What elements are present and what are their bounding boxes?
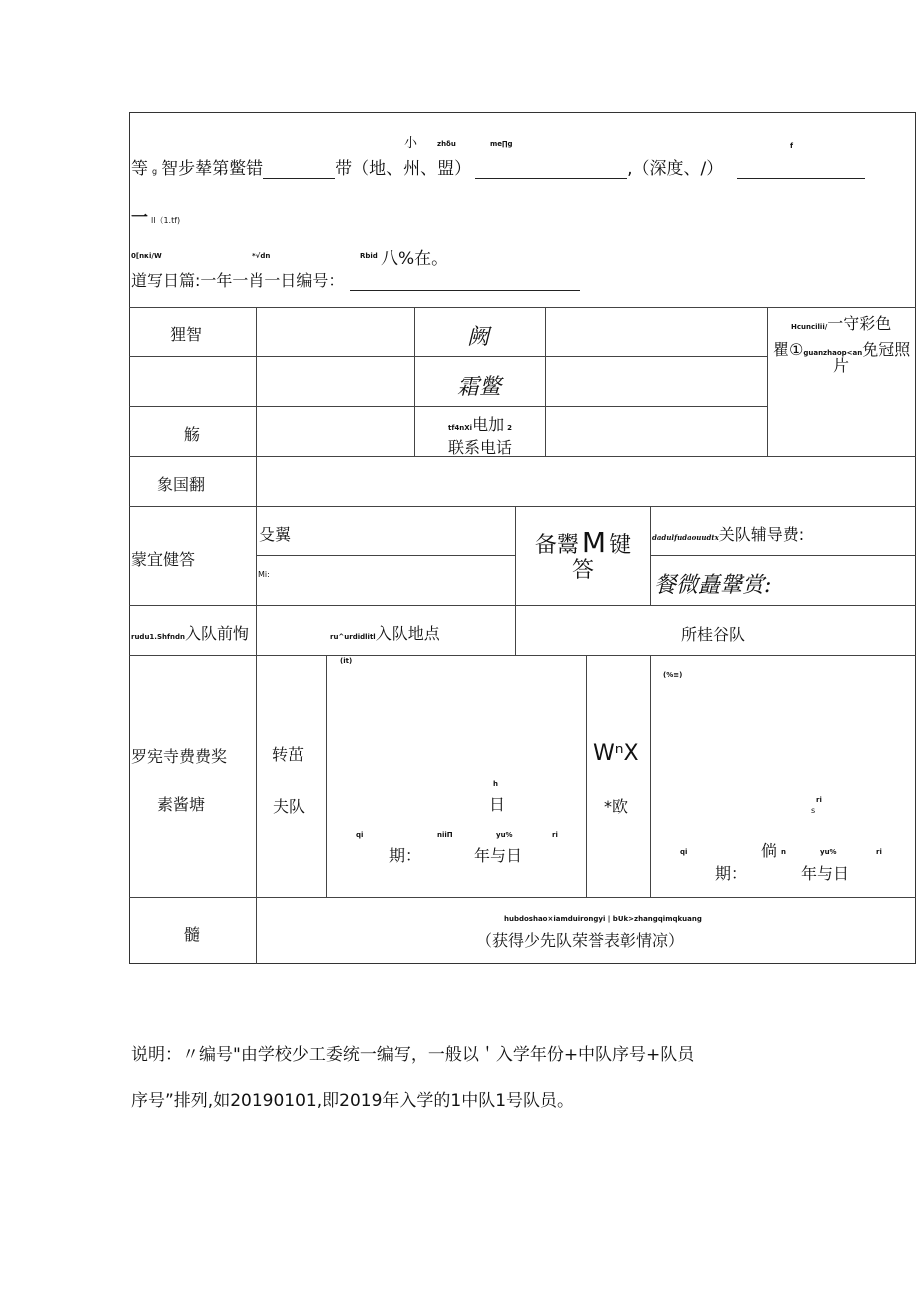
- row2-label-cell[interactable]: [131, 358, 255, 404]
- c5-qi: qi: [680, 848, 688, 856]
- c3-h: h: [493, 780, 498, 788]
- relation-a: 备鬻: [534, 533, 579, 558]
- phone-input[interactable]: [547, 408, 765, 454]
- header-pinyin-1: zhδu: [437, 140, 456, 148]
- header-line1-e: ,（深度、/）: [627, 159, 724, 179]
- label-transfer-a: 转茁: [272, 745, 305, 764]
- grid-line: [414, 307, 415, 457]
- c5-yu: yu%: [820, 848, 837, 856]
- c4-a: WⁿX: [593, 741, 639, 766]
- counselor-a: 关队辅导费:: [718, 525, 805, 544]
- blank-2[interactable]: [475, 162, 627, 179]
- header-line4-text: 道写日篇:一年一肖一日编号：: [131, 271, 345, 290]
- photo-small: Hcuncilii/: [791, 323, 828, 331]
- grid-line: [650, 506, 651, 606]
- c3-date: 年与日: [474, 846, 523, 865]
- address-input[interactable]: [259, 458, 914, 504]
- photo-box[interactable]: [769, 307, 915, 457]
- header-pinyin-4: 0[nκi/W: [131, 252, 162, 260]
- label-squad: 所桂谷队: [681, 625, 746, 644]
- header-line-4: [131, 268, 580, 291]
- grid-line: [129, 655, 916, 656]
- photo-line3: 片: [833, 356, 850, 375]
- grid-line: [650, 655, 651, 898]
- note-line-1: 说明：〃编号"由学校少工委统一编写，一般以＇入学年份+中队序号+队员: [131, 1045, 695, 1065]
- relation-b: 键: [609, 533, 632, 558]
- c3-ri: ri: [552, 831, 558, 839]
- blank-3[interactable]: [737, 162, 865, 179]
- label-honors: 髓: [184, 925, 201, 944]
- c5-shang: 倘: [761, 841, 778, 860]
- label-birth: 霜鳖: [457, 375, 502, 400]
- photo-line1: 一守彩色: [827, 314, 892, 333]
- label-join-place: 入队地点: [375, 624, 440, 643]
- c3-nii: niiΠ: [437, 831, 453, 839]
- header-small-xiao: 小: [404, 136, 418, 151]
- relation-m: M: [581, 526, 607, 559]
- c5-qi2: 期：: [715, 864, 748, 883]
- header-dash: 一: [131, 208, 148, 228]
- c3-day: 日: [489, 795, 506, 814]
- label-promise-b: 素酱塘: [157, 795, 206, 814]
- c5-date: 年与日: [801, 864, 850, 883]
- name-input[interactable]: [259, 309, 413, 355]
- header-pinyin-5: *√dn: [252, 252, 271, 260]
- header-pinyin-6: Rbid: [360, 252, 378, 260]
- header-line2-small: ll（1.tf): [151, 216, 181, 225]
- birth-input[interactable]: [547, 358, 765, 404]
- join-place-input[interactable]: [517, 607, 649, 653]
- c3-qi: qi: [356, 831, 364, 839]
- header-line-1: [131, 154, 865, 179]
- photo-line2a: 瞿①: [773, 340, 804, 359]
- blank-1[interactable]: [263, 162, 335, 179]
- note-line-2: 序号”排列,如20190101,即2019年入学的1中队1号队员。: [131, 1091, 575, 1111]
- label-relation: [517, 526, 649, 584]
- header-line3-tail: 八%在。: [381, 249, 449, 269]
- photo-line2b: 免冠照: [862, 340, 911, 359]
- c5-s: s: [811, 806, 816, 815]
- grid-line: [256, 307, 257, 457]
- grid-line: [650, 555, 916, 556]
- relation-c: 答: [571, 558, 594, 583]
- blank-number[interactable]: [350, 274, 580, 291]
- grid-line: [515, 506, 516, 655]
- label-join-date: 入队前恂: [185, 624, 250, 643]
- phone-small: tf4nXi: [448, 424, 473, 432]
- grid-line: [129, 506, 916, 507]
- grid-line: [257, 555, 515, 556]
- label-address: 象国翻: [157, 475, 206, 494]
- label-guardian: 蒙宜健答: [131, 550, 196, 569]
- join-date-small: rudu1.Shfndn: [131, 633, 186, 641]
- header-line1-d: 带（地、州、盟）: [335, 159, 472, 179]
- header-line1-a: 等: [131, 159, 148, 179]
- honors-text: （获得少先队荣誉表彰情凉）: [476, 931, 685, 950]
- label-transfer-b: 夫队: [273, 797, 306, 816]
- header-line-2: [131, 203, 180, 228]
- grid-line: [129, 356, 767, 357]
- c3-yu: yu%: [496, 831, 513, 839]
- grid-line: [256, 456, 257, 964]
- header-line1-b: g: [152, 167, 158, 176]
- label-name: 狸智: [170, 325, 203, 344]
- c4-b: *欧: [604, 797, 629, 816]
- grid-line: [129, 605, 916, 606]
- label-gender: 阙: [467, 325, 490, 350]
- c5-ri2: ri: [876, 848, 882, 856]
- label-promise-a: 罗宪寺费费奖: [131, 747, 228, 766]
- label-ethnic: 觞: [184, 425, 201, 444]
- label-phone: [416, 412, 544, 458]
- join-place-small: ru^urdidlitl: [330, 633, 376, 641]
- header-pinyin-3: f: [790, 142, 794, 150]
- grid-line: [326, 655, 327, 898]
- grid-line: [767, 307, 768, 457]
- guardian-top: 殳翼: [259, 525, 292, 544]
- c3-small: (it): [340, 657, 353, 665]
- gender-input[interactable]: [547, 309, 765, 355]
- grid-line: [545, 307, 546, 457]
- grid-line: [586, 655, 587, 898]
- guardian-small: Mi:: [258, 570, 270, 579]
- phone-sup: 2: [507, 424, 512, 432]
- phone-b: 联系电话: [447, 438, 512, 457]
- header-pinyin-2: me∏g: [490, 140, 513, 148]
- c5-n: n: [781, 848, 786, 856]
- honors-small: hubdoshao×iamduirongyi | bUk>zhangqimqkuang: [504, 915, 702, 923]
- c3-qi2: 期：: [389, 846, 422, 865]
- grid-line: [129, 406, 767, 407]
- counselor-small: dadulfudaouudtx: [652, 533, 719, 542]
- c5-ri: ri: [816, 796, 822, 804]
- header-line1-c: 智步辇第鳖错: [161, 159, 264, 179]
- counselor-b: 餐微矗鞶赏:: [654, 573, 772, 598]
- c5-small: (%≡): [663, 671, 683, 679]
- photo-small2: guanzhaop<an: [803, 349, 863, 357]
- grid-line: [129, 897, 916, 898]
- phone-a: 电加: [472, 415, 505, 434]
